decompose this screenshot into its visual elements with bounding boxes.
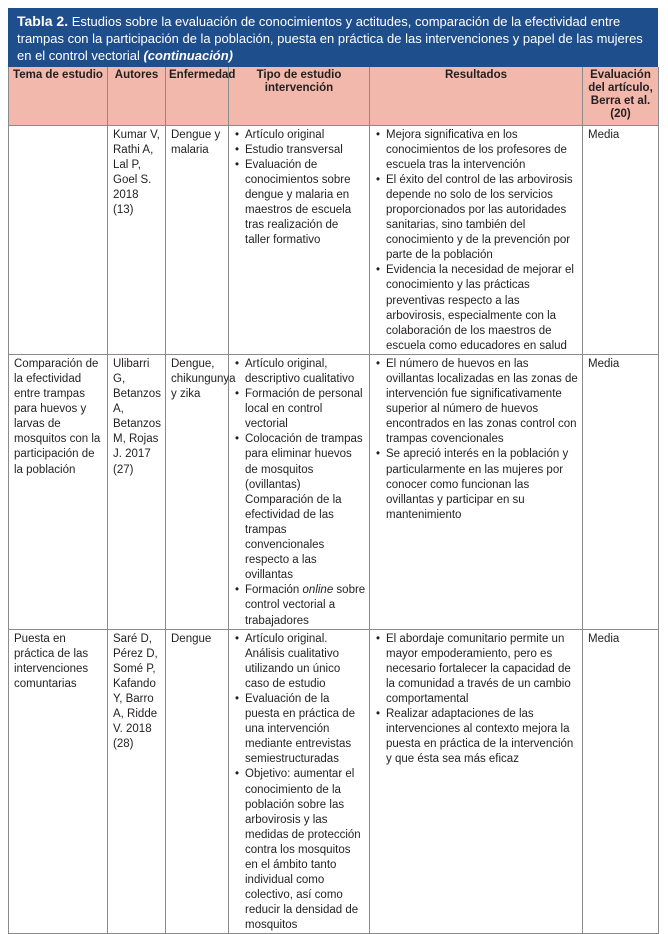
cell-autores: Ulibarri G, Betanzos A, Betanzos M, Rojas J. 2017 (27) — [108, 354, 166, 629]
list-item: • El éxito del control de las arbovirosis depende no solo de los servicios proporcionados por las autoridades sanitarias, sino también del conocimiento y de la prevención por parte de la población — [375, 173, 579, 264]
cell-autores: Saré D, Pérez D, Somé P, Kafando Y, Barro A, Ridde V. 2018 (28) — [108, 629, 166, 934]
cell-tema — [9, 125, 108, 354]
list-item: • Colocación de trampas para eliminar huevos de mosquitos (ovillantas) Comparación de la efectividad de las trampas convencionales respecto a las ovillantas — [234, 432, 366, 583]
list-item: • Objetivo: aumentar el conocimiento de la población sobre las arbovirosis y las medidas de protección contra los mosquitos en el ámbito tanto individual como colectivo, así como reducir la densidad de mosquitos — [234, 767, 366, 933]
cell-tipo — [229, 354, 370, 629]
table-row — [9, 354, 659, 629]
cell-tema: Puesta en práctica de las intervenciones comuntarias — [9, 629, 108, 934]
cell-resultados — [370, 629, 583, 934]
table-number: Tabla 2. — [17, 13, 69, 29]
cell-tema: Comparación de la efectividad entre trampas para huevos y larvas de mosquitos con la participación de la población — [9, 354, 108, 629]
header-autores: Autores — [108, 67, 166, 125]
list-item: • Mejora significativa en los conocimientos de los profesores de escuela tras la intervención — [375, 128, 579, 173]
cell-enfermedad: Dengue y malaria — [166, 125, 229, 354]
list-item — [234, 583, 366, 628]
cell-resultados — [370, 125, 583, 354]
cell-evaluacion: Media — [583, 354, 659, 629]
list-item: • Artículo original — [234, 128, 366, 143]
cell-autores: Kumar V, Rathi A, Lal P, Goel S. 2018 (13) — [108, 125, 166, 354]
list-item: • Evaluación de conocimientos sobre dengue y malaria en maestros de escuela tras realización de taller formativo — [234, 158, 366, 249]
header-tipo: Tipo de estudio intervención — [229, 67, 370, 125]
cell-enfermedad: Dengue — [166, 629, 229, 934]
cell-evaluacion: Media — [583, 629, 659, 934]
table-caption — [8, 8, 658, 67]
table-continuation: (continuación) — [143, 48, 234, 63]
cell-evaluacion: Media — [583, 125, 659, 354]
list-item: • Realizar adaptaciones de las intervenciones al contexto mejora la puesta en práctica de la intervención y que ésta sea más eficaz — [375, 707, 579, 767]
list-item-italic: online — [302, 584, 334, 597]
cell-tipo — [229, 125, 370, 354]
list-item: • Evaluación de la puesta en práctica de una intervención mediante entrevistas semiestructuradas — [234, 692, 366, 767]
list-item: • Se apreció interés en la población y particularmente en las mujeres por conocer como funcionan las ovillantas y participar en su mantenimiento — [375, 447, 579, 522]
table-header-row — [9, 67, 659, 125]
list-item-text: Formación — [245, 584, 303, 597]
cell-resultados — [370, 354, 583, 629]
list-item: • Artículo original. Análisis cualitativo utilizando un único caso de estudio — [234, 632, 366, 692]
list-item: • Estudio transversal — [234, 143, 366, 158]
list-item: • Evidencia la necesidad de mejorar el conocimiento y las prácticas preventivas respecto a las arbovirosis, especialmente con la colaboración de los maestros de escuela como educadores en salud — [375, 263, 579, 354]
header-evaluacion: Evaluación del artículo, Berra et al. (20) — [583, 67, 659, 125]
studies-table — [8, 67, 659, 934]
list-item: • El número de huevos en las ovillantas localizadas en las zonas de intervención fue significativamente superior al número de huevos encontrados en las zonas control con trampas covencionales — [375, 357, 579, 448]
table-title: Estudios sobre la evaluación de conocimientos y actitudes, comparación de la efectividad entre trampas con la participación de la población, puesta en práctica de las intervenciones y papel de las mujeres en el control vectorial — [17, 14, 643, 63]
header-resultados: Resultados — [370, 67, 583, 125]
table-row — [9, 629, 659, 934]
list-item: • El abordaje comunitario permite un mayor empoderamiento, pero es necesario fortalecer la capacidad de la comunidad a través de un cambio comportamental — [375, 632, 579, 707]
header-tema: Tema de estudio — [9, 67, 108, 125]
list-item: • Artículo original, descriptivo cualitativo — [234, 357, 366, 387]
header-enfermedad: Enfermedad — [166, 67, 229, 125]
table-row — [9, 125, 659, 354]
list-item-text: sobre control vectorial a trabajadores — [245, 584, 366, 627]
cell-tipo — [229, 629, 370, 934]
list-item: • Formación de personal local en control vectorial — [234, 387, 366, 432]
cell-enfermedad: Dengue, chikungunya y zika — [166, 354, 229, 629]
